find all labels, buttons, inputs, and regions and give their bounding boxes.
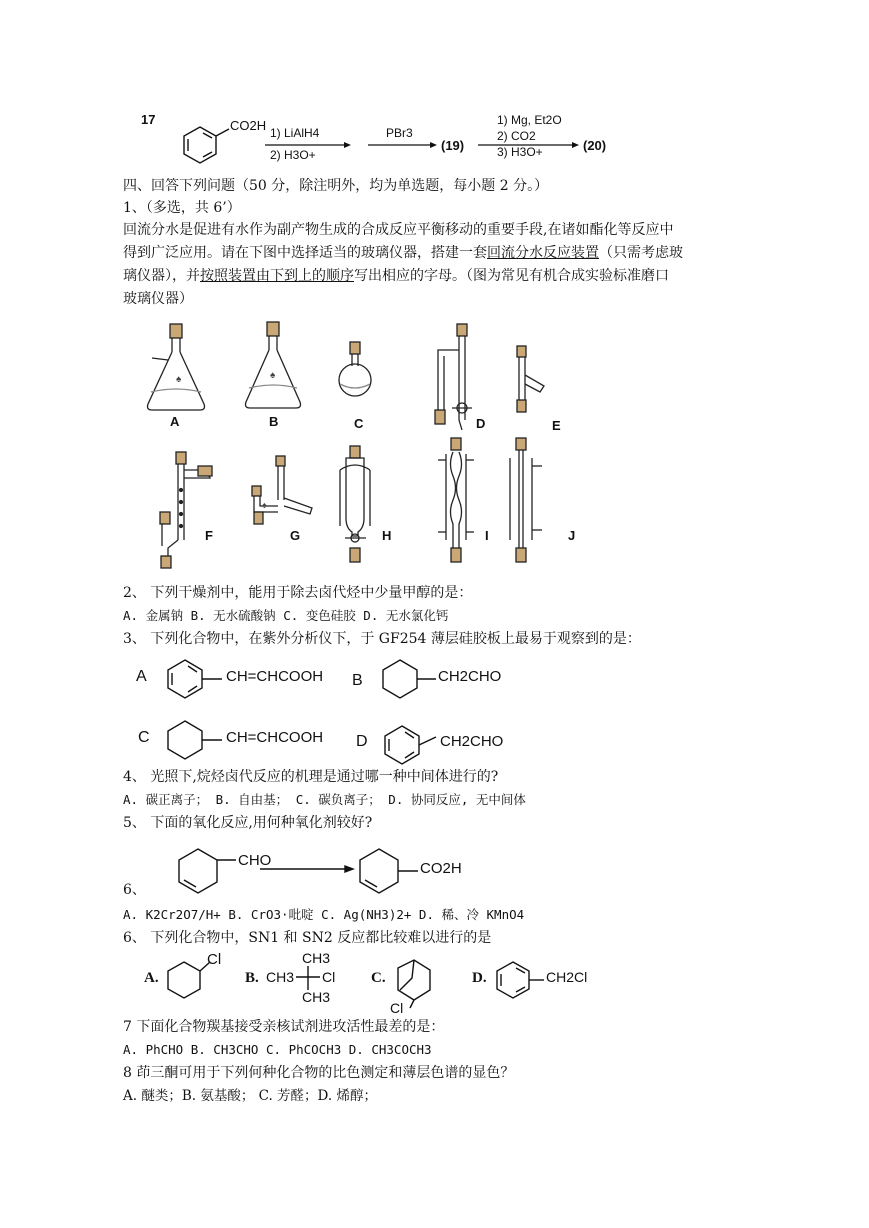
q8-options: A. 醚类；B. 氨基酸； C. 芳醛；D. 烯醇； (123, 1088, 377, 1104)
q1-underline-setup: 回流分水反应装置 (487, 245, 599, 261)
q1-title: 1、（多选，共 6’） (123, 200, 241, 216)
glassware-label-e: E (552, 418, 561, 433)
q6-option-c: C. (371, 970, 386, 986)
q6-option-b: B. (245, 970, 259, 986)
q4-stem: 4、 光照下,烷烃卤代反应的机理是通过哪一种中间体进行的? (123, 769, 499, 785)
glassware-label-d: D (476, 416, 486, 431)
q7-options: A. PhCHO B. CH3CHO C. PhCOCH3 D. CH3COCH3 (123, 1042, 432, 1057)
q5-stem: 5、 下面的氧化反应,用何种氧化剂较好? (123, 815, 373, 831)
q17-step1-top: 1) LiAlH4 (270, 126, 320, 140)
q17-intermediate: (19) (441, 138, 465, 153)
q3-option-d: D (356, 733, 368, 750)
q8-stem: 8 茚三酮可用于下列何种化合物的比色测定和薄层色谱的显色？ (123, 1065, 515, 1081)
q3-option-b: B (352, 672, 363, 689)
glassware-label-j: J (568, 528, 576, 543)
q17-product: (20) (583, 138, 607, 153)
svg-text:♠: ♠ (176, 374, 182, 385)
glassware-label-g: G (290, 528, 301, 543)
q4-options: A. 碳正离子； B. 自由基； C. 碳负离子； D. 协同反应, 无中间体 (123, 792, 526, 807)
q1-underline-order: 按照装置由下到上的顺序 (200, 268, 354, 284)
q6-option-b-left: CH3 (266, 969, 295, 985)
q17-step3-line3: 3) H3O+ (497, 145, 543, 159)
q2-options: A. 金属钠 B. 无水硫酸钠 C. 变色硅胶 D. 无水氯化钙 (123, 608, 449, 623)
q6-option-a-group: Cl (207, 951, 222, 968)
q7-stem: 7 下面化合物羰基接受亲核试剂进攻活性最差的是： (123, 1019, 445, 1035)
glassware-label-c: C (354, 416, 364, 431)
q17-step3-line2: 2) CO2 (497, 129, 536, 143)
q6-stem: 6、 下列化合物中，SN1 和 SN2 反应都比较难以进行的是 (123, 930, 492, 946)
q3-option-d-group: CH2CHO (440, 733, 504, 750)
q1-line2: 得到广泛应用。请在下图中选择适当的玻璃仪器，搭建一套回流分水反应装置（只需考虑玻 (123, 245, 683, 261)
q17-step3-line1: 1) Mg, Et2O (497, 113, 562, 127)
section-heading: 四、回答下列问题（50 分，除注明外，均为单选题，每小题 2 分。） (123, 178, 549, 194)
q6-option-a: A. (144, 970, 159, 986)
glassware-label-b: B (269, 414, 279, 429)
q3-option-c-group: CH=CHCOOH (226, 729, 324, 746)
q1-line3: 璃仪器），并按照装置由下到上的顺序写出相应的字母。（图为常见有机合成实验标准磨口 (123, 268, 669, 284)
q3-option-c: C (138, 729, 150, 746)
q5-reactant-group: CHO (238, 852, 272, 869)
q6-option-d: D. (472, 970, 487, 986)
glassware-label-h: H (382, 528, 392, 543)
q5-options: A. K2Cr2O7/H+ B. CrO3·吡啶 C. Ag(NH3)2+ D. 稀、冷 KMnO4 (123, 907, 525, 922)
q1-line4: 玻璃仪器） (123, 291, 193, 307)
q6-option-b-right: Cl (322, 969, 336, 985)
question-17-number: 17 (141, 112, 156, 127)
glassware-label-f: F (205, 528, 213, 543)
q6-option-b-bottom: CH3 (302, 989, 331, 1005)
svg-text:♠: ♠ (262, 500, 267, 510)
q3-option-a: A (136, 668, 147, 685)
q1-line1: 回流分水是促进有水作为副产物生成的合成反应平衡移动的重要手段,在诸如酯化等反应中 (123, 222, 674, 238)
svg-text:♠: ♠ (270, 370, 276, 381)
q3-option-b-group: CH2CHO (438, 668, 502, 685)
q3-option-a-group: CH=CHCOOH (226, 668, 324, 685)
q5-sub-label: 6、 (123, 882, 146, 898)
q6-option-b-top: CH3 (302, 950, 331, 966)
q17-step2: PBr3 (386, 126, 413, 140)
q17-reactant-group: CO2H (230, 118, 267, 133)
q2-stem: 2、 下列干燥剂中，能用于除去卤代烃中少量甲醇的是： (123, 585, 473, 601)
glassware-label-a: A (170, 414, 180, 429)
q6-option-c-group: Cl (390, 1000, 404, 1016)
glassware-label-i: I (485, 528, 489, 543)
q17-step1-bottom: 2) H3O+ (270, 148, 316, 162)
q3-stem: 3、 下列化合物中，在紫外分析仪下，于 GF254 薄层硅胶板上最易于观察到的是： (123, 631, 641, 647)
q6-option-d-group: CH2Cl (546, 969, 588, 985)
q5-product-group: CO2H (420, 860, 462, 877)
